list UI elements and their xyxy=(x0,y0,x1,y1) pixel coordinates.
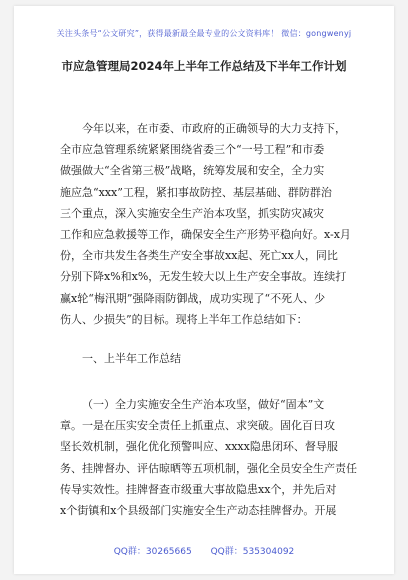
paragraph-line: 坚长效机制，强化优化预警叫应、xxxx隐患闭环、督导服 xyxy=(60,440,338,454)
section-heading-text: 一、上半年工作总结 xyxy=(82,352,181,365)
paragraph-line: 赢x轮“梅汛期”强降雨防御战，成功实现了“不死人、少 xyxy=(60,291,326,305)
paragraph-line: 今年以来，在市委、市政府的正确领导的大力支持下， xyxy=(82,122,346,135)
document-page xyxy=(14,6,394,574)
paragraph-line: 分别下降x%和x%，无发生较大以上生产安全事故。连续打 xyxy=(60,270,347,284)
footer-qq-group-2: QQ群：535304092 xyxy=(210,547,295,557)
paragraph-line: （一）全力实施安全生产治本攻坚，做好“固本”文 xyxy=(82,398,325,411)
paragraph-line: 施应急“xxx”工程，紧扣事故防控、基层基础、群防群治 xyxy=(60,185,332,199)
header-banner: 关注头条号“公文研究”，获得最新最全最专业的公文资料库！ 微信：gongwenyj xyxy=(56,29,352,38)
paragraph-line: 做强做大“全省第三极”战略，统筹发展和安全，全力实 xyxy=(60,164,325,178)
paragraph-line: x个街镇和x个县级部门实施安全生产动态挂牌督办。开展 xyxy=(60,504,337,518)
paragraph-line: 工作和应急救援等工作，确保安全生产形势平稳向好。x-x月 xyxy=(60,228,351,242)
paragraph-section-1 xyxy=(60,394,360,521)
paragraph-line: 三个重点，深入实施安全生产治本攻坚，抓实防灾减灾 xyxy=(60,206,324,220)
paragraph-line: 伤人、少损失”的目标。现将上半年工作总结如下： xyxy=(60,312,308,326)
paragraph-line: 务、挂牌督办、评估晾晒等五项机制，强化全员安全生产责任 xyxy=(60,461,357,475)
paragraph-intro xyxy=(60,118,360,330)
document-title: 市应急管理局2024年上半年工作总结及下半年工作计划 xyxy=(61,59,347,73)
paragraph-line: 传导实效性。挂牌督查市级重大事故隐患xx个，并先后对 xyxy=(60,482,337,496)
paragraph-line: 全市应急管理系统紧紧围绕省委三个“一号工程”和市委 xyxy=(60,143,325,157)
footer-qq-group-1: QQ群：30265665 xyxy=(113,547,192,557)
paragraph-line: 章。一是在压实安全责任上抓重点、求突破。固化百日攻 xyxy=(60,419,335,433)
footer-contact xyxy=(14,544,394,557)
paragraph-line: 份，全市共发生各类生产安全事故xx起、死亡xx人，同比 xyxy=(60,249,338,263)
section-heading xyxy=(60,350,360,366)
